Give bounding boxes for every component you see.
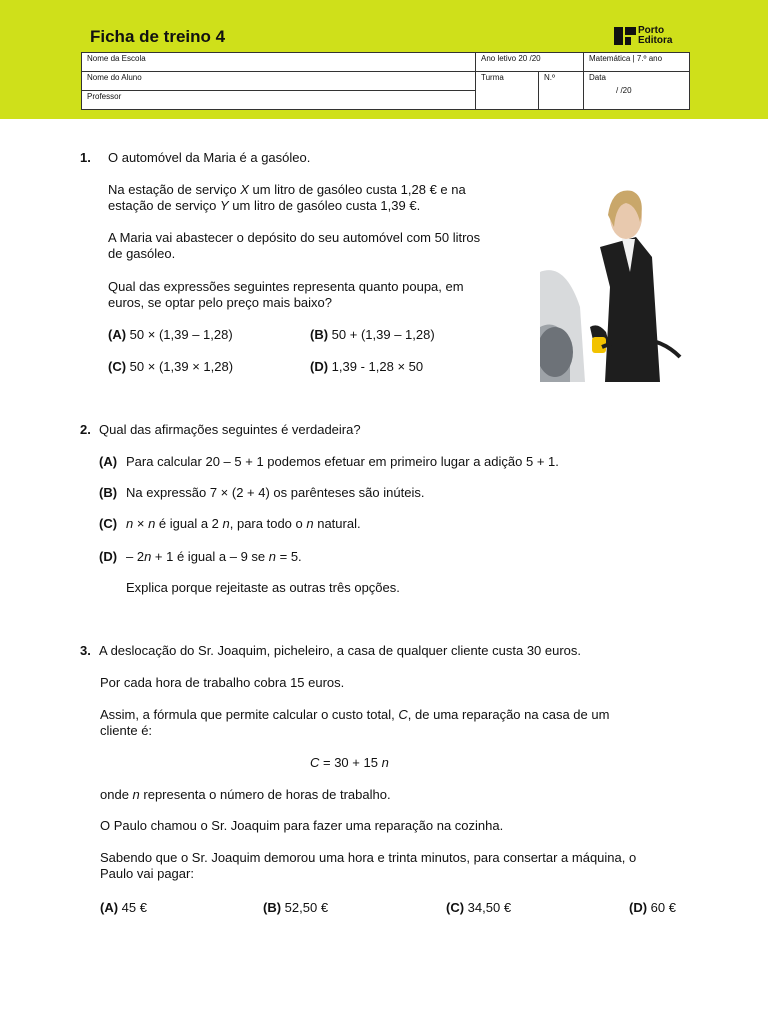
question-3-text-line: Assim, a fórmula que permite calcular o custo total, C, de uma reparação na casa de um — [100, 707, 610, 722]
q1-option-c[interactable]: (C) 50 × (1,39 × 1,28) — [108, 359, 234, 374]
question-1-text-line: Qual das expressões seguintes representa quanto poupa, em — [108, 279, 464, 294]
question-1-text-line: Na estação de serviço X um litro de gasóleo custa 1,28 € e na — [108, 182, 466, 197]
q2-option-a[interactable]: (A) Para calcular 20 – 5 + 1 podemos efetuar em primeiro lugar a adição 5 + 1. — [99, 454, 559, 469]
question-3-text-line: onde n representa o número de horas de trabalho. — [100, 787, 391, 802]
logo-text-line1: Porto — [638, 25, 665, 36]
question-1-text-line: A Maria vai abastecer o depósito do seu automóvel com 50 litros — [108, 230, 481, 245]
class-field[interactable]: Turma — [476, 72, 539, 110]
q3-option-a[interactable]: (A) 45 € — [100, 900, 147, 915]
question-1-number: 1. — [80, 150, 91, 165]
question-3-text-line: O Paulo chamou o Sr. Joaquim para fazer uma reparação na cozinha. — [100, 818, 504, 833]
worksheet-title: Ficha de treino 4 — [90, 27, 226, 46]
teacher-field[interactable]: Professor — [82, 91, 476, 110]
school-year-field[interactable]: Ano letivo 20 /20 — [476, 53, 584, 72]
q2-option-d[interactable]: (D) – 2n + 1 é igual a – 9 se n = 5. — [99, 549, 302, 564]
date-value: / /20 — [616, 86, 632, 95]
question-2-explain: Explica porque rejeitaste as outras três opções. — [126, 580, 400, 595]
date-label: Data — [589, 73, 606, 82]
question-2-text: Qual das afirmações seguintes é verdadeira? — [99, 422, 361, 437]
q1-option-a[interactable]: (A) 50 × (1,39 – 1,28) — [108, 327, 233, 342]
q3-option-d[interactable]: (D) 60 € — [629, 900, 676, 915]
question-3-number: 3. — [80, 643, 91, 658]
question-3-text-line: cliente é: — [100, 723, 153, 738]
question-1-text-line: euros, se optar pelo preço mais baixo? — [108, 295, 333, 310]
question-1-text-line: de gasóleo. — [108, 246, 176, 261]
cost-formula: C = 30 + 15 n — [310, 755, 389, 770]
question-2-number: 2. — [80, 422, 91, 437]
q2-option-b[interactable]: (B) Na expressão 7 × (2 + 4) os parênteses são inúteis. — [99, 485, 425, 500]
question-3-text-line: Paulo vai pagar: — [100, 866, 194, 881]
q2-option-c[interactable]: (C) n × n é igual a 2 n, para todo o n natural. — [99, 516, 361, 531]
q1-option-d[interactable]: (D) 1,39 - 1,28 × 50 — [310, 359, 424, 374]
subject-field: Matemática | 7.º ano — [584, 53, 690, 72]
question-1-intro: O automóvel da Maria é a gasóleo. — [108, 150, 311, 165]
logo-text-line2: Editora — [638, 35, 673, 46]
q1-option-b[interactable]: (B) 50 + (1,39 – 1,28) — [310, 327, 435, 342]
question-3-text-line: Sabendo que o Sr. Joaquim demorou uma hora e trinta minutos, para consertar a máquina, o — [100, 850, 637, 865]
question-3-text-line: Por cada hora de trabalho cobra 15 euros. — [100, 675, 345, 690]
school-field[interactable]: Nome da Escola — [82, 53, 476, 72]
q3-option-c[interactable]: (C) 34,50 € — [446, 900, 512, 915]
question-3-text-line: A deslocação do Sr. Joaquim, picheleiro, a casa de qualquer cliente custa 30 euros. — [99, 643, 582, 658]
question-1-text-line: estação de serviço Y um litro de gasóleo custa 1,39 €. — [108, 198, 421, 213]
woman-refueling-photo — [540, 177, 686, 382]
student-number-field[interactable]: N.º — [539, 72, 584, 110]
student-name-field[interactable]: Nome do Aluno — [82, 72, 476, 91]
q3-option-b[interactable]: (B) 52,50 € — [263, 900, 329, 915]
